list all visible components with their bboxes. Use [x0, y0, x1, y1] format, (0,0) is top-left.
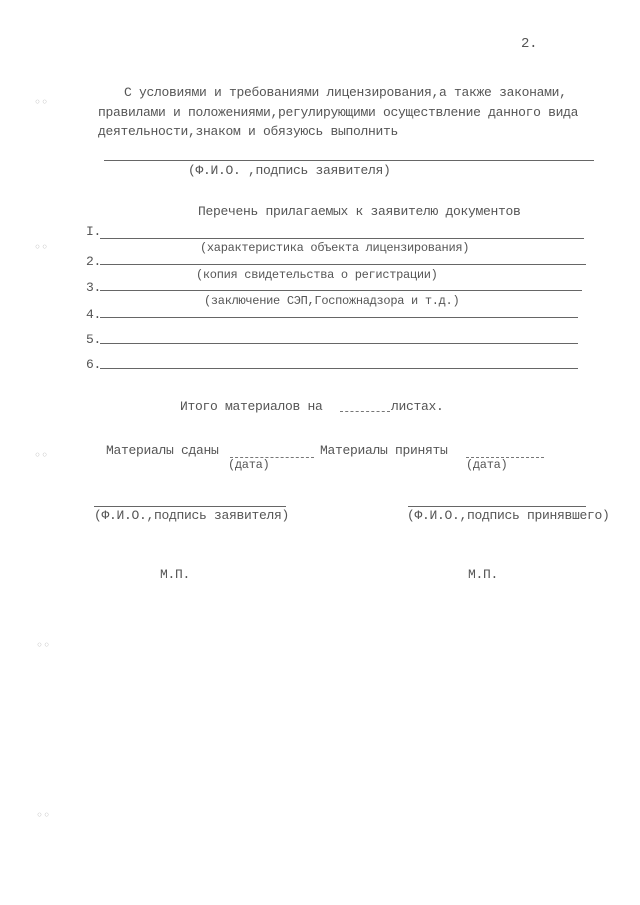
intro-line-1: С условиями и требованиями лицензирования,а также законами, [124, 85, 567, 100]
accepted-date-caption: (дата) [466, 458, 508, 472]
total-sheets-blank [340, 411, 390, 412]
row-line-6 [100, 368, 578, 369]
right-signature-caption: (Ф.И.О.,подпись принявшего) [407, 508, 610, 523]
row-caption-3: (заключение СЭП,Госпожнадзора и т.д.) [204, 294, 460, 308]
applicant-signature-caption: (Ф.И.О. ,подпись заявителя) [188, 163, 391, 178]
accepted-label: Материалы приняты [320, 443, 448, 458]
row-caption-1: (характеристика объекта лицензирования) [200, 241, 470, 255]
row-line-3 [100, 290, 582, 291]
page-number: 2. [521, 36, 538, 52]
left-signature-caption: (Ф.И.О.,подпись заявителя) [94, 508, 290, 523]
margin-mark-5: ◦◦ [36, 808, 51, 822]
left-stamp-label: М.П. [160, 567, 191, 582]
margin-mark-3: ◦◦ [34, 448, 49, 462]
row-line-2 [100, 264, 586, 265]
intro-line-2: правилами и положениями,регулирующими осуществление данного вида [98, 105, 579, 120]
row-number-1: I. [86, 224, 102, 239]
document-list-title: Перечень прилагаемых к заявителю документов [198, 204, 521, 219]
row-number-2: 2. [86, 254, 102, 269]
row-line-1 [100, 238, 584, 239]
intro-line-3: деятельности,знаком и обязуюсь выполнить [98, 124, 399, 139]
margin-mark-4: ◦◦ [36, 638, 51, 652]
row-number-5: 5. [86, 332, 102, 347]
right-stamp-label: М.П. [468, 567, 499, 582]
given-label: Материалы сданы [106, 443, 219, 458]
row-line-4 [100, 317, 578, 318]
left-signature-line [94, 506, 286, 507]
applicant-signature-line [104, 160, 594, 161]
total-prefix: Итого материалов на [180, 399, 323, 414]
row-caption-2: (копия свидетельства о регистрации) [196, 268, 438, 282]
margin-mark-1: ◦◦ [34, 95, 49, 109]
row-number-3: 3. [86, 280, 102, 295]
total-suffix: листах. [391, 399, 444, 414]
right-signature-line [408, 506, 586, 507]
row-number-4: 4. [86, 307, 102, 322]
row-line-5 [100, 343, 578, 344]
row-number-6: 6. [86, 357, 102, 372]
given-date-caption: (дата) [228, 458, 270, 472]
margin-mark-2: ◦◦ [34, 240, 49, 254]
